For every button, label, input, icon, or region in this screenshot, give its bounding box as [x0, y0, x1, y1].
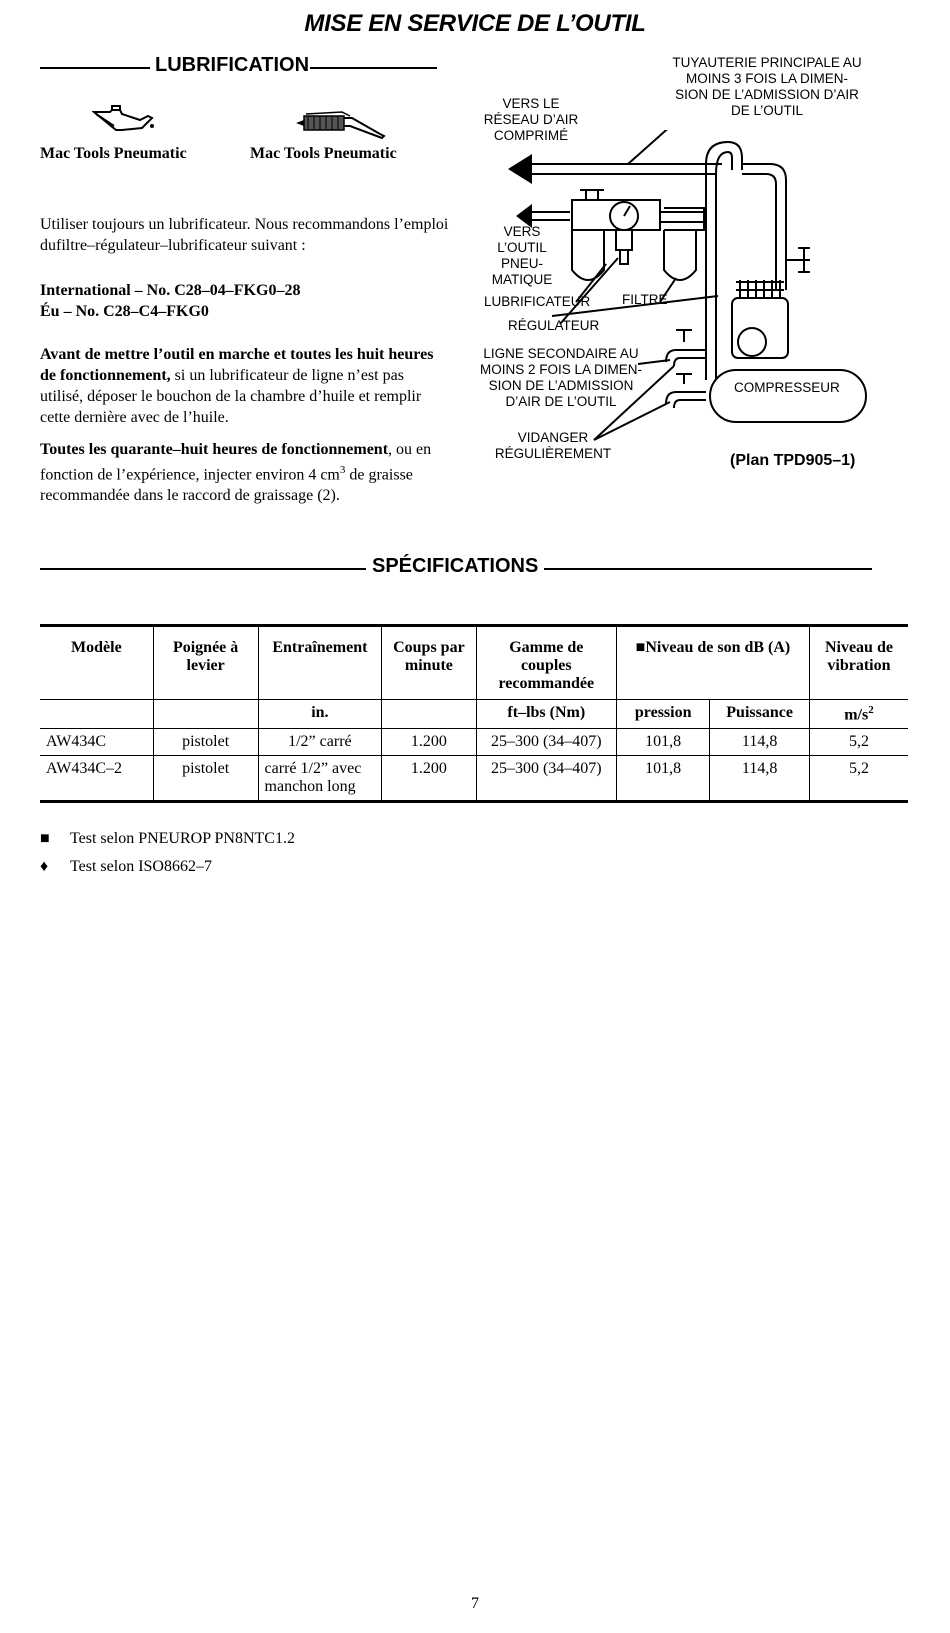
label-vers-outil-line: PNEU- — [500, 256, 543, 271]
footnote-diamond-symbol: ♦ — [40, 858, 49, 875]
table-header-row — [40, 626, 908, 700]
label-tuyauterie-line: DE L’OUTIL — [730, 103, 804, 118]
cell-vibration: 5,2 — [809, 756, 908, 802]
heading-rule-left — [40, 67, 150, 69]
label-vidanger-line: VIDANGER — [517, 430, 589, 445]
unit-puissance: Puissance — [710, 700, 810, 729]
specifications-table — [40, 624, 908, 803]
footnote-pneurop — [40, 830, 295, 848]
table-units-row — [40, 700, 908, 729]
label-lubrificateur: LUBRIFICATEUR — [484, 294, 591, 309]
spec-rule-right — [544, 568, 872, 570]
plan-reference: (Plan TPD905–1) — [730, 452, 856, 469]
label-ligne-secondaire-line: LIGNE SECONDAIRE AU — [483, 346, 639, 361]
cell-modele: AW434C — [40, 729, 153, 756]
page-title: MISE EN SERVICE DE L’OUTIL — [304, 10, 646, 37]
label-filtre: FILTRE — [622, 292, 668, 307]
grease-gun-icon — [292, 110, 388, 140]
cell-modele: AW434C–2 — [40, 756, 153, 802]
unit-cell-empty — [382, 700, 476, 729]
label-ligne-secondaire-line: MOINS 2 FOIS LA DIMEN- — [479, 362, 643, 377]
specifications-heading: SPÉCIFICATIONS — [372, 555, 539, 577]
label-vers-reseau-line: RÉSEAU D’AIR — [483, 112, 579, 127]
cell-pression: 101,8 — [617, 729, 710, 756]
cell-vibration: 5,2 — [809, 729, 908, 756]
unit-cell-empty — [40, 700, 153, 729]
header-poignee: Poignée à levier — [153, 626, 258, 700]
header-couples: Gamme de couples recommandée — [476, 626, 616, 700]
model-eu: Éu – No. C28–C4–FKG0 — [40, 303, 209, 320]
label-vers-reseau-line: VERS LE — [502, 96, 560, 111]
brand-label-right: Mac Tools Pneumatic — [250, 145, 397, 162]
label-vers-outil — [487, 224, 557, 288]
page-number: 7 — [471, 1595, 479, 1612]
paragraph-48h-text-end: de graisse recommandée dans le raccord de graissage (2). — [40, 466, 413, 505]
label-vidanger — [494, 430, 612, 462]
brand-label-left: Mac Tools Pneumatic — [40, 145, 187, 162]
label-tuyauterie — [662, 55, 872, 119]
paragraph-8h-text: si un lubrificateur de ligne n’est pas utilisé, déposer le bouchon de la chambre d’huile et remplir cette dernière avec de l’huile. — [40, 367, 422, 426]
cell-puissance: 114,8 — [710, 756, 810, 802]
paragraph-maintenance-8h — [40, 344, 450, 428]
label-vers-outil-line: MATIQUE — [491, 272, 553, 287]
label-vers-outil-line: L’OUTIL — [497, 240, 547, 255]
label-vers-reseau-line: COMPRIMÉ — [493, 128, 569, 143]
paragraph-48h-text: , ou en fonction de l’expérience, injecter environ 4 cm — [40, 441, 432, 484]
header-entrainement: Entraînement — [258, 626, 382, 700]
label-vers-reseau — [478, 96, 584, 144]
model-international: International – No. C28–04–FKG0–28 — [40, 282, 301, 299]
footnote-text: Test selon ISO8662–7 — [70, 858, 212, 875]
cell-pression: 101,8 — [617, 756, 710, 802]
cell-poignee: pistolet — [153, 756, 258, 802]
header-coups: Coups par minute — [382, 626, 476, 700]
label-tuyauterie-line: TUYAUTERIE PRINCIPALE AU — [672, 55, 862, 70]
label-ligne-secondaire-line: SION DE L’ADMISSION — [488, 378, 634, 393]
unit-vibration-base: m/s — [844, 706, 869, 724]
footnote-text: Test selon PNEUROP PN8NTC1.2 — [70, 830, 295, 847]
label-tuyauterie-line: SION DE L’ADMISSION D’AIR — [675, 87, 859, 102]
cubic-superscript: 3 — [339, 464, 346, 476]
paragraph-48h-bold: Toutes les quarante–huit heures de fonctionnement — [40, 441, 389, 458]
label-regulateur: RÉGULATEUR — [508, 318, 600, 333]
cell-poignee: pistolet — [153, 729, 258, 756]
footnote-square-symbol: ■ — [40, 830, 50, 847]
unit-vibration-sup: 2 — [868, 704, 874, 716]
table-row — [40, 729, 908, 756]
oil-can-icon — [92, 104, 158, 138]
label-compresseur: COMPRESSEUR — [734, 380, 840, 395]
spec-rule-left — [40, 568, 366, 570]
label-vers-outil-line: VERS — [503, 224, 541, 239]
label-tuyauterie-line: MOINS 3 FOIS LA DIMEN- — [685, 71, 849, 86]
paragraph-maintenance-48h — [40, 439, 450, 506]
cell-coups: 1.200 — [382, 729, 476, 756]
footnote-iso — [40, 858, 212, 876]
unit-vibration — [809, 700, 908, 729]
unit-entrainement: in. — [258, 700, 382, 729]
lubrication-intro: Utiliser toujours un lubrificateur. Nous recommandons l’emploi dufiltre–régulateur–lubrificateur suivant : — [40, 216, 449, 254]
header-modele: Modèle — [40, 626, 153, 700]
paragraph-8h-bold: Avant de mettre l’outil en marche et toutes les huit heures de fonctionnement, — [40, 346, 434, 384]
cell-couples: 25–300 (34–407) — [476, 729, 616, 756]
cell-entrainement: carré 1/2” avec manchon long — [258, 756, 382, 802]
table-row — [40, 756, 908, 802]
unit-couples: ft–lbs (Nm) — [476, 700, 616, 729]
unit-pression: pression — [617, 700, 710, 729]
header-niveau-son: ■Niveau de son dB (A) — [617, 626, 810, 700]
label-ligne-secondaire — [478, 346, 644, 410]
cell-coups: 1.200 — [382, 756, 476, 802]
label-ligne-secondaire-line: D’AIR DE L’OUTIL — [505, 394, 617, 409]
cell-puissance: 114,8 — [710, 729, 810, 756]
lubrification-heading: LUBRIFICATION — [155, 54, 310, 76]
unit-cell-empty — [153, 700, 258, 729]
heading-rule-right — [310, 67, 437, 69]
label-vidanger-line: RÉGULIÈREMENT — [494, 446, 612, 461]
cell-couples: 25–300 (34–407) — [476, 756, 616, 802]
cell-entrainement: 1/2” carré — [258, 729, 382, 756]
header-vibration: Niveau de vibration — [824, 639, 893, 674]
